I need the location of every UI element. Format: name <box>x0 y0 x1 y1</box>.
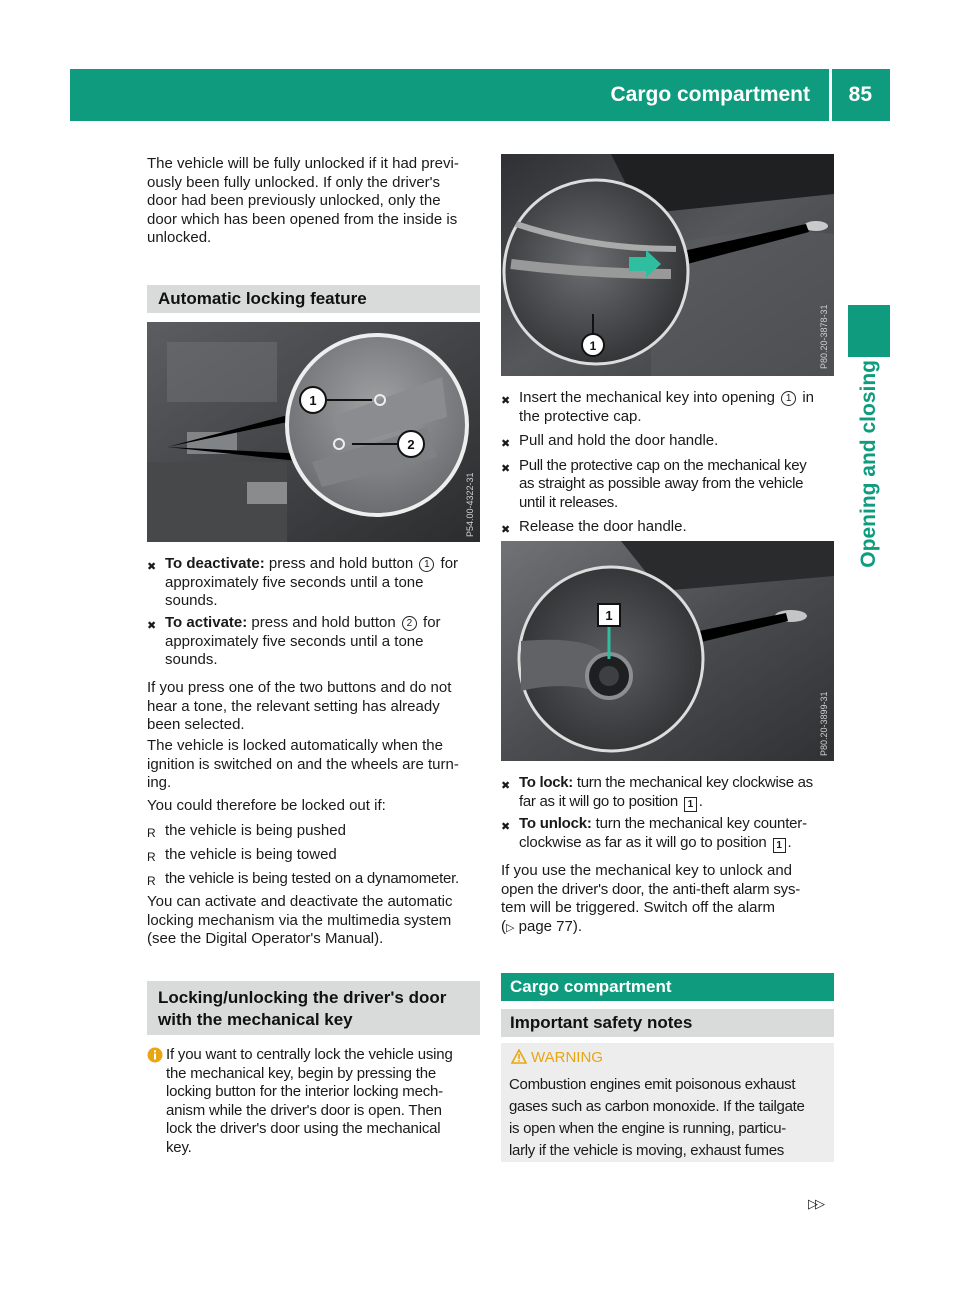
bullet-icon: R <box>147 874 156 888</box>
heading-text: Cargo compartment <box>510 977 672 996</box>
heading-cargo-compartment <box>501 973 834 1001</box>
text-run: for <box>436 555 459 572</box>
bullet-icon: R <box>147 850 156 864</box>
step-deactivate <box>147 555 482 611</box>
label-bold: To activate: <box>165 614 248 631</box>
text-line: door which has been opened from the inside is <box>147 210 458 228</box>
list-item <box>147 822 482 846</box>
position-badge: 1 <box>773 838 786 853</box>
text-line: If you want to centrally lock the vehicle using <box>166 1046 453 1063</box>
text-line: approximately five seconds until a tone <box>165 573 424 591</box>
list-item-text: the vehicle is being tested on a dynamometer. <box>165 870 459 887</box>
text-line: (see the Digital Operator's Manual). <box>147 930 384 947</box>
text-run: turn the mechanical key clockwise as <box>573 774 813 791</box>
text-line <box>165 614 482 633</box>
list-item-text: the vehicle is being towed <box>165 846 337 863</box>
text-run: Insert the mechanical key into opening <box>519 389 780 406</box>
lock-buttons-illustration <box>147 322 480 542</box>
figure-code: P80.20-3878-31 <box>819 304 829 369</box>
figure-door-handle-cap <box>501 154 834 376</box>
text-line: If you use the mechanical key to unlock and <box>501 862 793 879</box>
door-handle-illustration <box>501 154 834 376</box>
text-line <box>519 774 836 793</box>
step-to-unlock <box>501 815 836 853</box>
arrow-icon: ✖ <box>147 620 157 632</box>
page-number: 85 <box>848 83 872 106</box>
arrow-icon: ✖ <box>501 780 511 792</box>
text-line: tem will be triggered. Switch off the alarm <box>501 899 776 916</box>
step-item <box>501 518 836 537</box>
step-item <box>501 432 836 451</box>
text-line: unlocked. <box>147 229 212 246</box>
label-bold: To lock: <box>519 774 573 791</box>
bullet-icon: R <box>147 826 156 840</box>
text-line: as straight as possible away from the vehicle <box>519 475 804 492</box>
text-line: ously been fully unlocked. If only the driver's <box>147 173 441 191</box>
step-item <box>501 457 836 513</box>
position-badge: 1 <box>684 797 697 812</box>
text-line: hear a tone, the relevant setting has already <box>147 697 440 715</box>
text-line: Pull the protective cap on the mechanical key <box>519 456 807 474</box>
paragraph-multimedia <box>147 893 482 949</box>
chapter-tab-label: Opening and closing <box>857 360 880 568</box>
text-line: sounds. <box>165 592 218 609</box>
bullet-list <box>147 822 482 894</box>
text-line: anism while the driver's door is open. Then <box>166 1101 442 1119</box>
text-line: door had been previously unlocked, only the <box>147 192 441 209</box>
header-divider <box>829 69 832 121</box>
chapter-tab <box>845 360 893 660</box>
text-line <box>519 815 836 834</box>
info-note <box>147 1046 482 1157</box>
text-line: larly if the vehicle is moving, exhaust fumes <box>509 1142 784 1159</box>
text-line: gases such as carbon monoxide. If the tailgate <box>509 1098 805 1115</box>
text-line: the protective cap. <box>519 407 642 425</box>
warning-title: WARNING <box>531 1049 603 1066</box>
warning-box <box>501 1043 834 1162</box>
figure-code: P80.20-3899-31 <box>819 691 829 756</box>
paragraph-alarm <box>501 862 836 937</box>
text-line: key. <box>166 1138 192 1156</box>
text-run: turn the mechanical key counter- <box>591 815 807 832</box>
arrow-icon: ✖ <box>501 438 511 450</box>
callout-2-label: 2 <box>407 437 415 452</box>
info-icon <box>147 1047 163 1063</box>
arrow-icon: ✖ <box>501 524 511 536</box>
list-item-text: the vehicle is being pushed <box>165 822 346 839</box>
step-to-lock <box>501 774 836 812</box>
text-line: Combustion engines emit poisonous exhaust <box>509 1076 796 1093</box>
page-ref-link[interactable]: page 77). <box>518 917 583 935</box>
text-run: far as it will go to position <box>519 792 682 810</box>
text-line: open the driver's door, the anti-theft alarm sys- <box>501 880 801 898</box>
heading-mechanical-key <box>147 981 480 1035</box>
text-run: press and hold button <box>247 614 400 631</box>
intro-paragraph <box>147 155 482 248</box>
text-run: for <box>418 614 441 631</box>
arrow-icon: ✖ <box>147 561 157 573</box>
paragraph-locked-out: You could therefore be locked out if: <box>147 797 386 814</box>
opening-number-badge: 1 <box>781 391 796 406</box>
label-bold: To unlock: <box>519 815 592 832</box>
heading-text: Important safety notes <box>510 1013 693 1032</box>
figure-code: P54.00-4322-31 <box>465 472 475 537</box>
continue-arrows-icon: ▷▷ <box>808 1196 822 1211</box>
text-line: ing. <box>147 774 172 791</box>
text-line: is open when the engine is running, particu- <box>509 1120 786 1137</box>
text-run: in <box>798 389 814 406</box>
text-line: ignition is switched on and the wheels are turn- <box>147 755 459 773</box>
callout-1-label: 1 <box>589 339 597 353</box>
arrow-icon: ✖ <box>501 462 510 475</box>
text-run: clockwise as far as it will go to position <box>519 833 771 851</box>
warning-triangle-icon <box>511 1049 527 1064</box>
heading-text: with the mechanical key <box>158 1010 353 1029</box>
text-line: Release the door handle. <box>519 518 687 535</box>
list-item <box>147 870 482 894</box>
text-line <box>519 389 836 408</box>
text-line <box>165 555 482 574</box>
key-cylinder-illustration <box>501 541 834 761</box>
heading-safety-notes <box>501 1009 834 1037</box>
paragraph-auto-lock <box>147 737 482 793</box>
text-line: The vehicle is locked automatically when the <box>147 737 443 754</box>
heading-text: Locking/unlocking the driver's door <box>158 988 447 1007</box>
page-header <box>70 69 890 121</box>
list-item <box>147 846 482 870</box>
section-title: Cargo compartment <box>610 83 810 106</box>
callout-1-label: 1 <box>309 393 317 408</box>
instruction-steps <box>501 389 836 537</box>
label-bold: To deactivate: <box>165 555 265 572</box>
button-number-badge: 1 <box>419 557 434 572</box>
text-line: locking button for the interior locking mech- <box>166 1083 443 1100</box>
position-1-label: 1 <box>605 608 613 623</box>
chapter-tab-marker <box>848 305 890 357</box>
heading-text: Automatic locking feature <box>158 289 367 308</box>
text-line: If you press one of the two buttons and do not <box>147 679 452 696</box>
text-line: Pull and hold the door handle. <box>519 432 719 449</box>
page-reference[interactable]: (▷ page 77). <box>501 917 583 935</box>
button-number-badge: 2 <box>402 616 417 631</box>
figure-lock-buttons <box>147 322 480 542</box>
text-line: The vehicle will be fully unlocked if it had previ- <box>147 155 459 172</box>
text-line: approximately five seconds until a tone <box>165 632 424 650</box>
text-line: sounds. <box>165 651 218 668</box>
step-item <box>501 389 836 426</box>
figure-key-cylinder <box>501 541 834 761</box>
text-run: press and hold button <box>264 555 418 572</box>
arrow-icon: ✖ <box>501 395 511 407</box>
text-line: far as it will go to position 1 . <box>519 792 703 810</box>
text-line: the mechanical key, begin by pressing the <box>166 1064 437 1082</box>
text-line: been selected. <box>147 716 245 733</box>
paragraph-already-selected <box>147 679 482 735</box>
step-activate <box>147 614 482 670</box>
text-line: until it releases. <box>519 493 618 511</box>
text-line: You can activate and deactivate the automatic <box>147 893 453 910</box>
text-line: lock the driver's door using the mechanical <box>166 1120 441 1137</box>
page-ref-icon: ▷ <box>506 921 515 934</box>
heading-automatic-locking <box>147 285 480 313</box>
arrow-icon: ✖ <box>501 821 511 833</box>
text-line: clockwise as far as it will go to position 1 . <box>519 833 792 851</box>
text-line: locking mechanism via the multimedia system <box>147 911 452 929</box>
